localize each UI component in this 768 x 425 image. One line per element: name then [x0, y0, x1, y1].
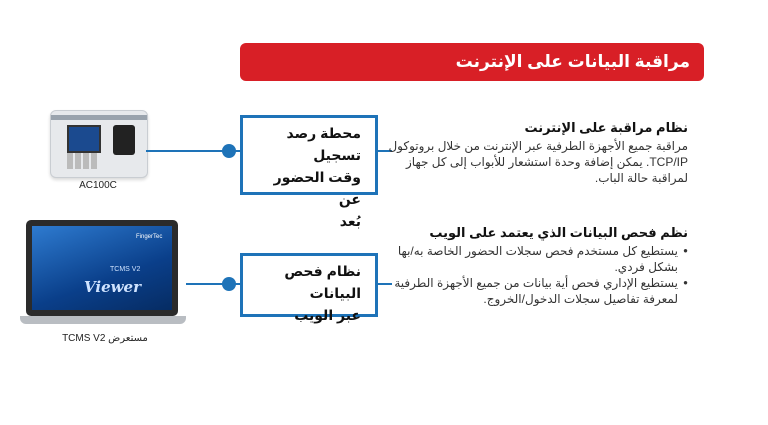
- section1-line-1: مراقبة جميع الأجهزة الطرفية عبر الإنترنت من خلال بروتوكول: [388, 139, 688, 153]
- remote-attendance-box: [240, 115, 378, 229]
- box1-line-1: محطة رصد تسجيل: [286, 125, 361, 163]
- laptop-logo-sub: TCMS V2: [110, 266, 141, 273]
- section2-title: نظم فحص البيانات الذي يعتمد على الويب: [429, 225, 688, 240]
- section1-line-3: لمراقبة حالة الباب.: [594, 171, 688, 185]
- ac100c-device-image: [50, 110, 148, 178]
- box1-line-3: بُعد: [339, 213, 361, 229]
- web-data-inspection-box: [240, 253, 378, 323]
- section2-list: [388, 243, 688, 307]
- connector-dot-1: [222, 144, 236, 158]
- web-inspection-section: [388, 225, 688, 307]
- section1-title: نظام مراقبة على الإنترنت: [524, 120, 688, 135]
- laptop-brand: FingerTec: [136, 234, 163, 240]
- tcms-viewer-laptop-image: [20, 220, 186, 326]
- box1-line-2: وقت الحضور عن: [273, 169, 361, 207]
- list-item: ● يستطيع كل مستخدم فحص سجلات الحضور الخاصة به/بها بشكل فردي.: [388, 243, 688, 275]
- connector-dot-2: [222, 277, 236, 291]
- page-title-banner: [240, 43, 704, 81]
- list-item: ● يستطيع الإداري فحص أية بيانات من جميع الأجهزة الطرفية لمعرفة تفاصيل سجلات الدخول/الخروج.: [388, 275, 688, 307]
- device1-caption: AC100C: [79, 180, 117, 191]
- section1-line-2: TCP/IP. يمكن إضافة وحدة استشعار للأبواب إلى كل جهاز: [406, 155, 688, 169]
- online-monitoring-section: [388, 120, 688, 186]
- box2-line-2: عبر الويب: [294, 307, 361, 323]
- device2-caption: مستعرض TCMS V2: [62, 333, 148, 344]
- page-title: مراقبة البيانات على الإنترنت: [455, 52, 690, 71]
- laptop-logo: Viewer: [84, 278, 141, 296]
- box2-line-1: نظام فحص البيانات: [284, 263, 361, 301]
